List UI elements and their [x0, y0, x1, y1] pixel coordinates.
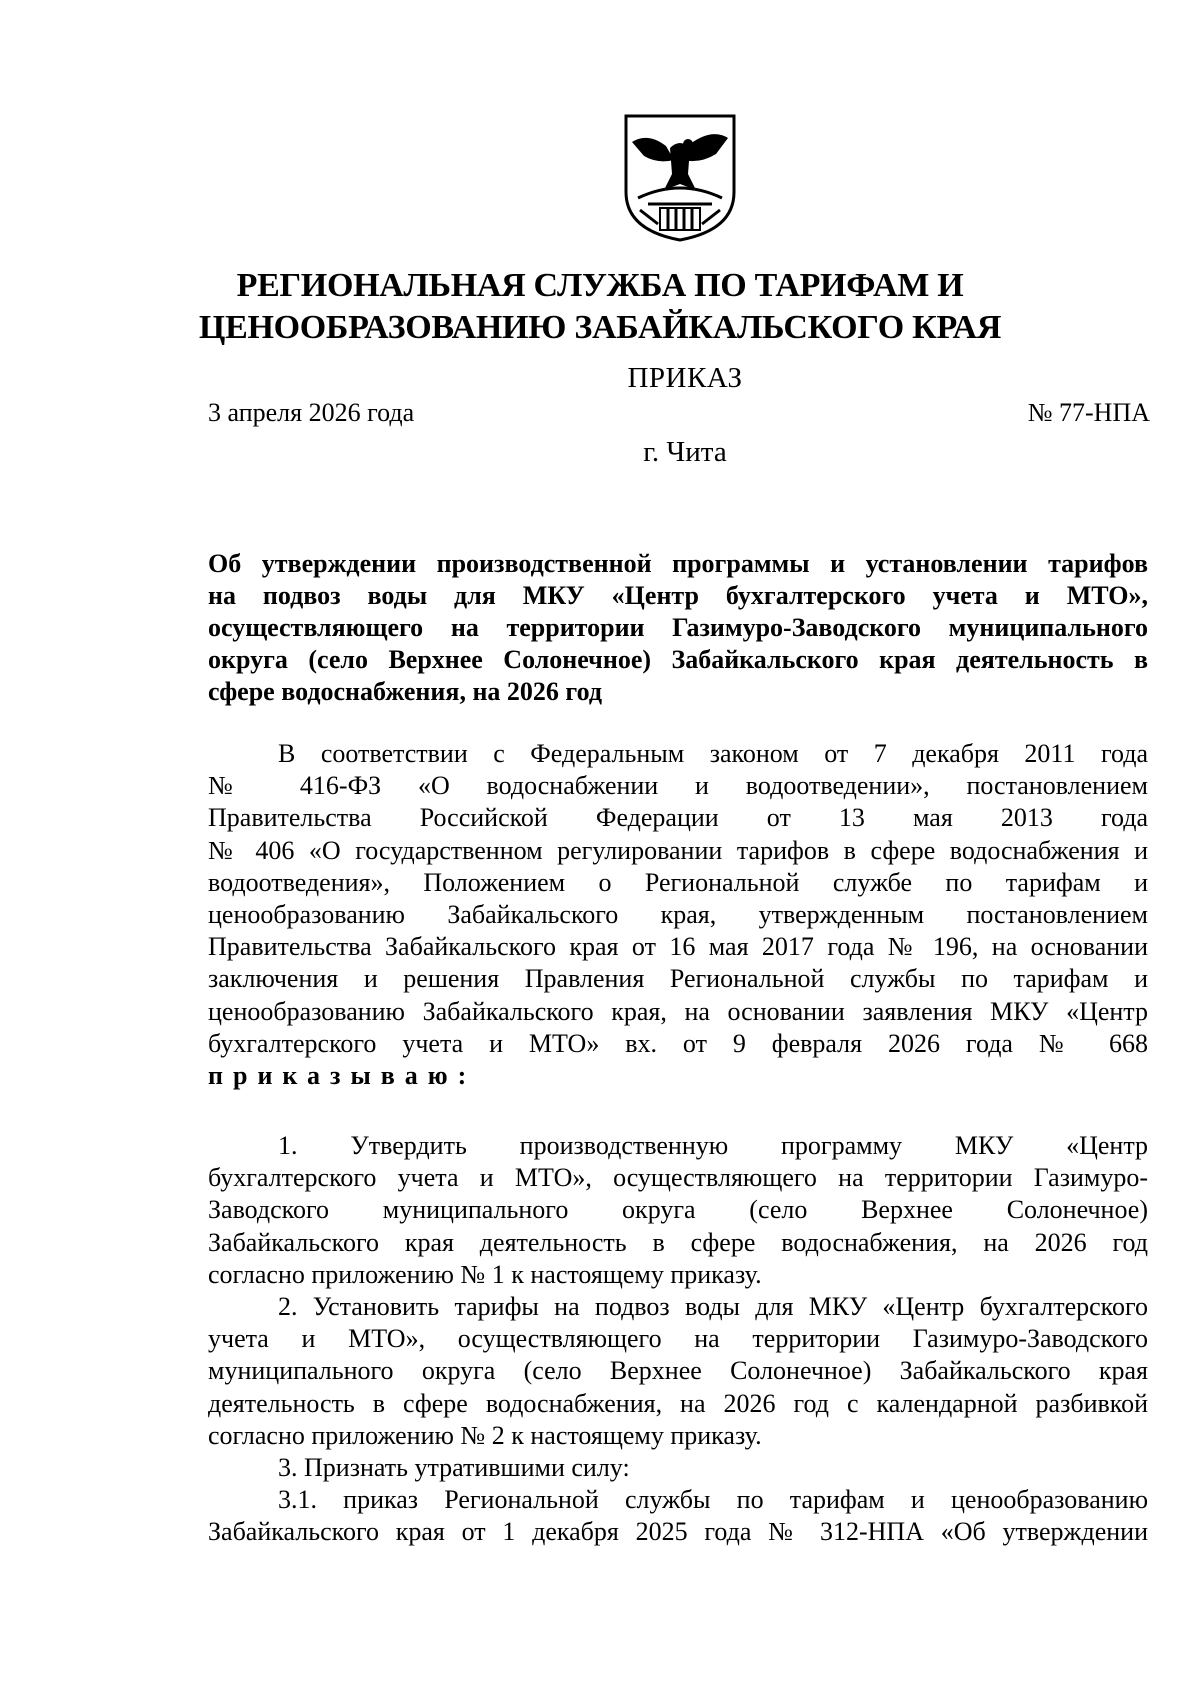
item-line: 2. Установить тарифы на подвоз воды для МКУ «Центр бухгалтерского	[278, 1292, 1148, 1322]
preamble-line: № 416-ФЗ «О водоснабжении и водоотведении», постановлением	[208, 771, 1148, 801]
document-number: № 77-НПА	[1027, 398, 1150, 427]
item-line: Забайкальского края деятельность в сфере водоснабжения, на 2026 год	[208, 1227, 1148, 1257]
title-line: сфере водоснабжения, на 2026 год	[208, 677, 602, 706]
preamble-line: В соответствии с Федеральным законом от 7 декабря 2011 года	[278, 739, 1148, 768]
preamble-line: ценообразованию Забайкальского края, на основании заявления МКУ «Центр	[208, 996, 1148, 1026]
document-type: ПРИКАЗ	[627, 362, 743, 394]
order-word: приказываю:	[208, 1061, 477, 1091]
preamble-line: заключения и решения Правления Региональной службы по тарифам и	[208, 964, 1148, 994]
item-line: 1. Утвердить производственную программу МКУ «Центр	[278, 1131, 1148, 1160]
preamble-line: бухгалтерского учета и МТО» вх. от 9 февраля 2026 года № 668	[208, 1028, 1148, 1058]
document-date: 3 апреля 2026 года	[208, 398, 415, 427]
item-line: Заводского муниципального округа (село Верхнее Солонечное)	[208, 1195, 1148, 1225]
item-line: согласно приложению № 2 к настоящему приказу.	[208, 1420, 762, 1450]
item-line: бухгалтерского учета и МТО», осуществляющего на территории Газимуро-	[208, 1163, 1148, 1193]
preamble-line: Правительства Забайкальского края от 16 мая 2017 года № 196, на основании	[208, 932, 1148, 962]
organization-name-line-1: РЕГИОНАЛЬНАЯ СЛУЖБА ПО ТАРИФАМ И	[236, 267, 964, 304]
coat-of-arms-icon	[618, 112, 742, 244]
title-line: Об утверждении производственной программы и установлении тарифов	[208, 549, 1148, 578]
item-line: 3. Признать утратившими силу:	[278, 1453, 630, 1483]
item-line: 3.1. приказ Региональной службы по тарифам и ценообразованию	[278, 1485, 1148, 1515]
item-line: учета и МТО», осуществляющего на территории Газимуро-Заводского	[208, 1324, 1148, 1354]
title-line: округа (село Верхнее Солонечное) Забайкальского края деятельность в	[208, 645, 1148, 674]
item-line: согласно приложению № 1 к настоящему приказу.	[208, 1259, 762, 1289]
preamble-line: № 406 «О государственном регулировании тарифов в сфере водоснабжения и	[208, 835, 1148, 865]
item-line: муниципального округа (село Верхнее Солонечное) Забайкальского края	[208, 1356, 1148, 1386]
preamble-paragraph	[208, 738, 1148, 1092]
document-city: г. Чита	[643, 436, 727, 468]
title-line: осуществляющего на территории Газимуро-Заводского муниципального	[208, 613, 1148, 642]
preamble-line: водоотведения», Положением о Региональной службе по тарифам и	[208, 867, 1148, 897]
document-title	[208, 548, 1148, 708]
order-items	[208, 1130, 1148, 1549]
organization-name-line-2: ЦЕНООБРАЗОВАНИЮ ЗАБАЙКАЛЬСКОГО КРАЯ	[198, 309, 1002, 346]
item-line: деятельность в сфере водоснабжения, на 2026 год с календарной разбивкой	[208, 1388, 1148, 1418]
item-line: Забайкальского края от 1 декабря 2025 года № 312-НПА «Об утверждении	[208, 1517, 1148, 1547]
title-line: на подвоз воды для МКУ «Центр бухгалтерского учета и МТО»,	[208, 581, 1148, 610]
preamble-line: Правительства Российской Федерации от 13 мая 2013 года	[208, 803, 1148, 833]
preamble-line: ценообразованию Забайкальского края, утвержденным постановлением	[208, 900, 1148, 930]
